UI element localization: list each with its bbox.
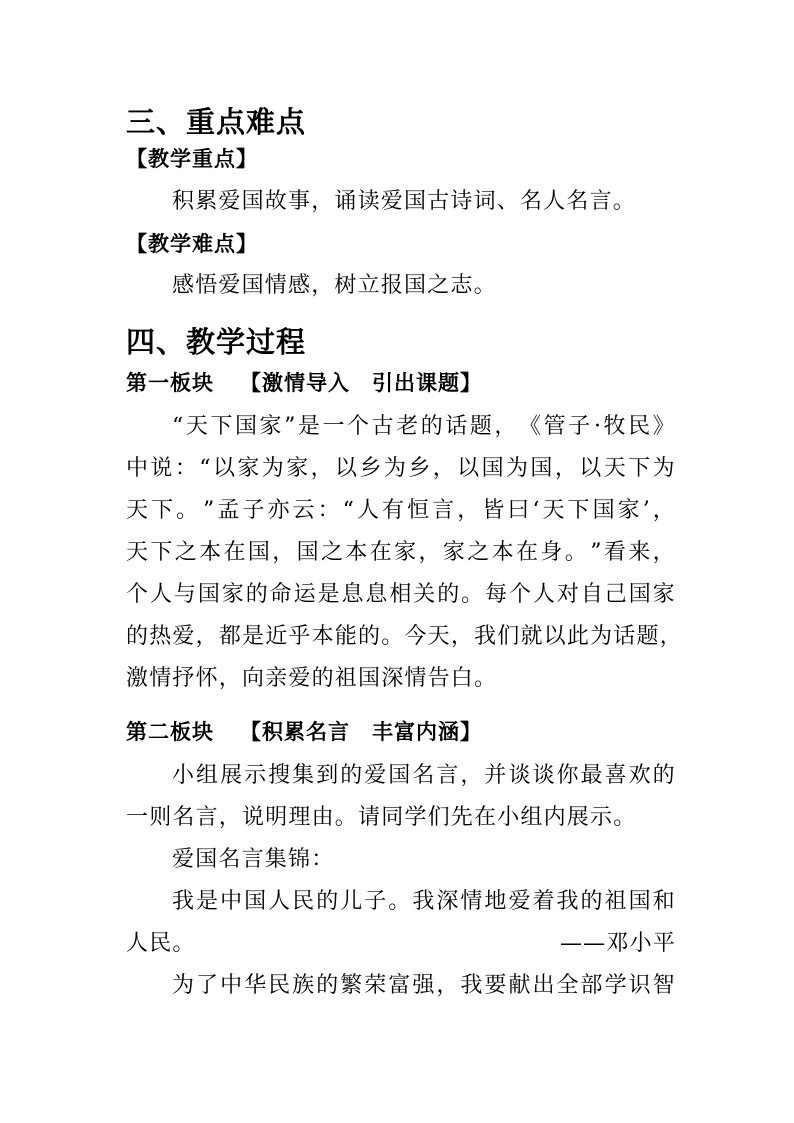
block-two-paragraph-line: 小 组 展 示 搜 集 到 的 爱 国 名 言 ， 并 谈 谈 你 最 喜 欢 的 (172, 763, 676, 788)
difficult-point-label: 【教学难点】 (126, 232, 258, 256)
block-one-paragraph-line: 天 下 。 ” 孟 子 亦 云 ： “ 人 有 恒 言 ， 皆 曰 ‘ 天 下 国 家 ’ ， (126, 498, 676, 523)
block-two-paragraph-line: 一则名言，说明理由。请同学们先在小组内展示。 (126, 805, 637, 830)
section-heading-teaching-process: 四、教学过程 (126, 325, 307, 359)
difficult-point-text: 感悟爱国情感，树立报国之志。 (172, 273, 497, 298)
block-one-paragraph-line: 天 下 之 本 在 国 ， 国 之 本 在 家 ， 家 之 本 在 身 。 ” 看 来 ， (126, 540, 676, 565)
quote-line: 我 是 中 国 人 民 的 儿 子 。 我 深 情 地 爱 着 我 的 祖 国 和 (172, 889, 676, 914)
key-point-text: 积累爱国故事，诵读爱国古诗词、名人名言。 (172, 189, 637, 214)
block-one-title: 【激情导入 引出课题】 (240, 371, 482, 395)
quotes-collection-label: 爱国名言集锦： (172, 847, 335, 872)
block-one-label: 第一板块 (126, 371, 214, 395)
section-heading-key-points: 三、重点难点 (126, 105, 307, 139)
quote-line: 为 了 中 华 民 族 的 繁 荣 富 强 ， 我 要 献 出 全 部 学 识 智 (172, 973, 676, 998)
block-one-paragraph-line: 激情抒怀，向亲爱的祖国深情告白。 (126, 666, 498, 691)
block-one-heading (126, 369, 676, 397)
block-one-paragraph-line: 中 说 ： “ 以 家 为 家 ， 以 乡 为 乡 ， 以 国 为 国 ， 以 天 下 为 (126, 456, 676, 481)
key-point-label: 【教学重点】 (126, 147, 258, 171)
quote-attribution: ——邓小平 (559, 931, 676, 956)
block-one-paragraph-line: “ 天 下 国 家 ” 是 一 个 古 老 的 话 题 ， 《 管 子 · 牧 民 》 (172, 414, 676, 439)
block-two-label: 第二板块 (126, 720, 214, 744)
block-two-title: 【积累名言 丰富内涵】 (240, 720, 482, 744)
block-one-paragraph-line: 个 人 与 国 家 的 命 运 是 息 息 相 关 的 。 每 个 人 对 自 己 国 家 (126, 582, 676, 607)
block-two-heading (126, 718, 676, 746)
quote-line-end: 人民。 (126, 931, 196, 956)
block-one-paragraph-line: 的 热 爱 ， 都 是 近 乎 本 能 的 。 今 天 ， 我 们 就 以 此 为 话 题 ， (126, 624, 683, 649)
quote-line-with-attribution (126, 929, 676, 959)
